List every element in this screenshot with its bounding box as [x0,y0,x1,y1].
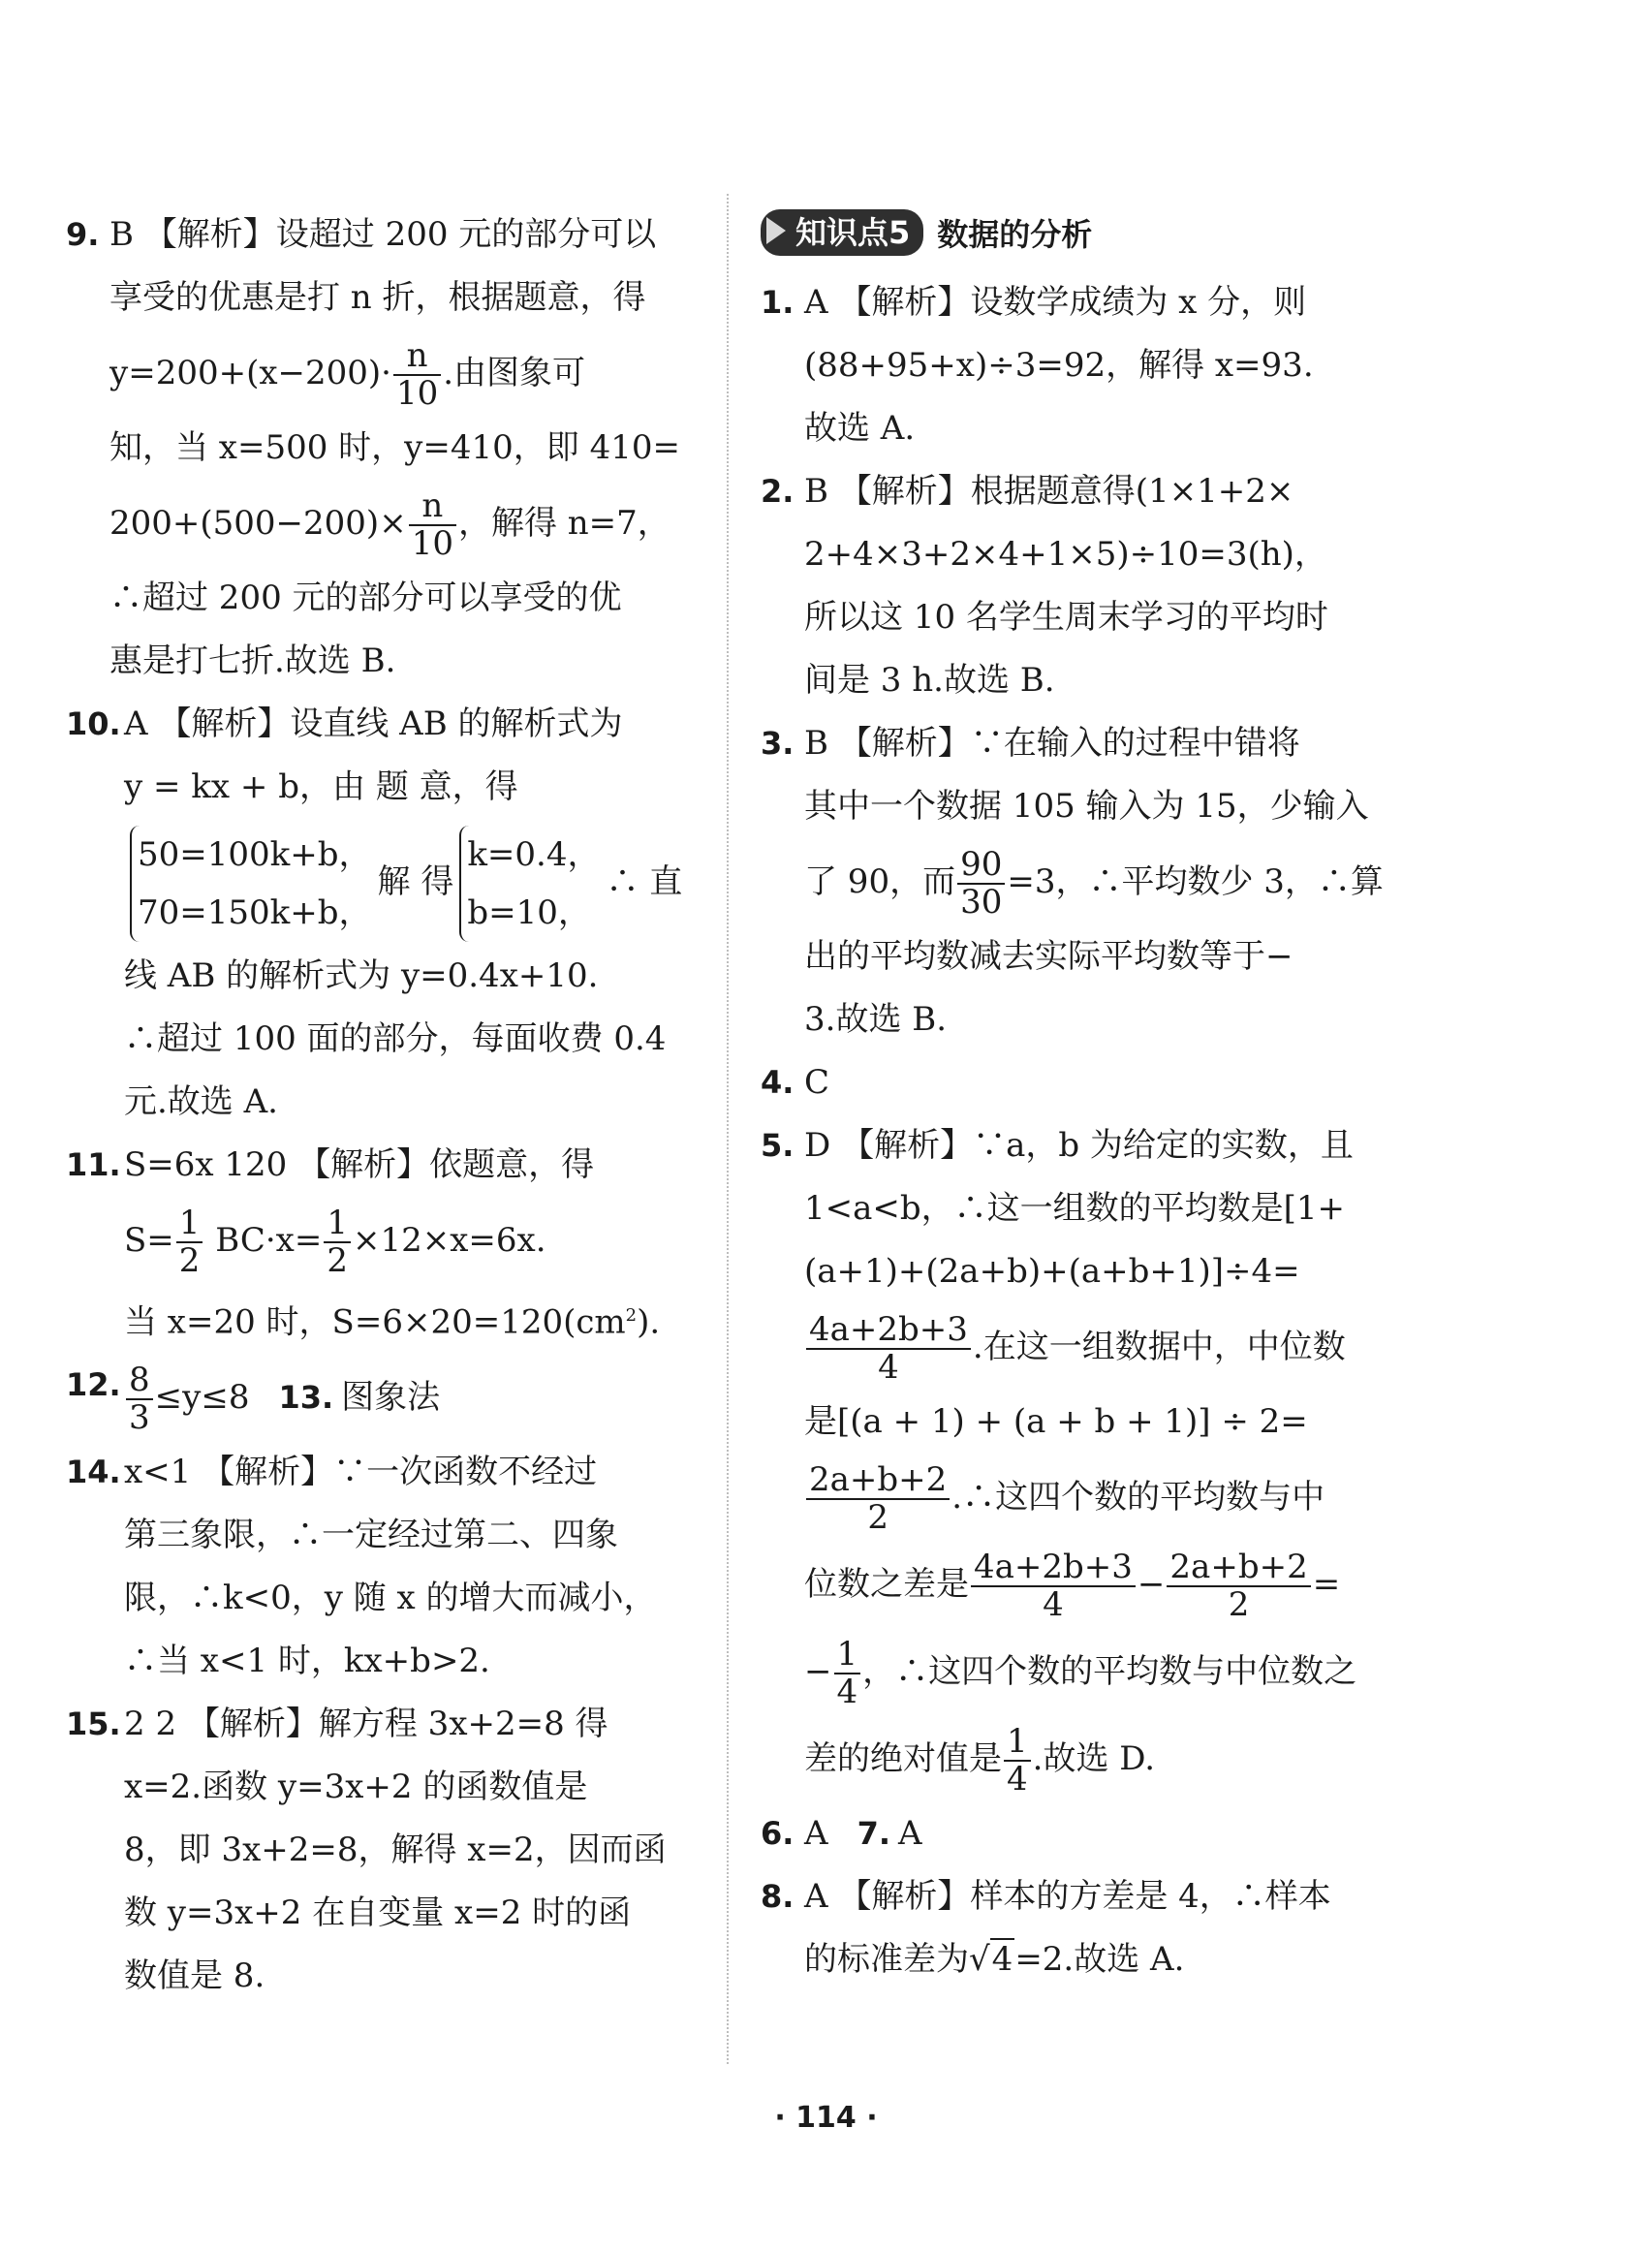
question-number: 5. [761,1127,795,1164]
answer-line: ∴超过 100 面的部分，每面收费 0.4 [124,1019,667,1058]
answer-line: B 【解析】设超过 200 元的部分可以 [109,215,657,254]
question-number: 3. [761,725,795,762]
answer-line [804,1802,1390,1865]
denominator: 4 [878,1348,899,1387]
formula-text: .∴这四个数的平均数与中 [951,1478,1325,1517]
fraction [126,1362,153,1437]
fraction [324,1205,351,1280]
numerator: 4a+2b+3 [971,1549,1136,1587]
fraction [393,335,441,413]
numerator: 90 [957,847,1005,885]
answer-line: 所以这 10 名学生周末学习的平均时 [804,598,1328,637]
numerator: 8 [126,1362,153,1400]
answer-10 [66,693,696,1134]
fraction [409,485,456,563]
answer-line: (a+1)+(2a+b)+(a+b+1)]÷4= [804,1252,1300,1291]
radicand: 4 [991,1940,1013,1979]
formula-text: = [1312,1565,1341,1604]
answer-text: A [804,1814,828,1853]
denominator: 4 [1043,1585,1064,1624]
numerator: 2a+b+2 [806,1462,950,1500]
formula-text: 解 得 [377,862,454,901]
numerator: 4a+2b+3 [806,1312,971,1350]
question-number: 10. [66,705,121,742]
answer-line [109,480,696,567]
formula-text: =3，∴平均数少 3，∴算 [1007,862,1384,901]
answer-line: y = kx + b，由 题 意，得 [124,767,518,806]
formula-text: − [804,1652,832,1691]
formula-text: =2.故选 A. [1014,1940,1185,1979]
formula-text: 差的绝对值是 [804,1739,1002,1778]
formula-text: BC·x= [204,1221,323,1260]
formula-text: .由图象可 [443,354,586,392]
question-number: 8. [761,1878,795,1915]
right-column [761,203,1390,1991]
question-number: 2. [761,473,795,510]
fraction [806,1309,971,1387]
formula-text: 位数之差是 [804,1565,969,1604]
numerator: 1 [324,1205,351,1243]
formula-text: ). [637,1302,661,1342]
formula-text: 当 x=20 时，S=6×20=120(cm [124,1302,626,1342]
left-column [66,203,696,2008]
answer-text: 图象法 [341,1378,441,1418]
answer-14 [66,1441,696,1693]
question-number: 9. [66,216,100,253]
solution-system [459,826,600,942]
badge-label: 知识点5 [795,214,911,251]
numerator: 2a+b+2 [1167,1549,1310,1587]
fraction [1004,1721,1031,1799]
answer-line [124,1197,696,1284]
question-number: 14. [66,1454,121,1491]
denominator: 3 [129,1398,150,1438]
equation-system-line [124,819,696,945]
answer-line: ∴超过 200 元的部分可以享受的优 [109,579,622,617]
answer-line: (88+95+x)÷3=92，解得 x=93. [804,346,1314,385]
formula-text: .在这一组数据中，中位数 [972,1328,1346,1366]
answer-6-7 [761,1802,1390,1865]
formula-text: ，∴这四个数的平均数与中位数之 [862,1652,1357,1691]
fraction [834,1634,861,1711]
answer-line: 3.故选 B. [804,1000,948,1039]
answer-5 [761,1114,1390,1802]
answer-12-13 [66,1354,696,1441]
answer-line: A 【解析】设直线 AB 的解析式为 [124,704,623,743]
answer-8 [761,1865,1390,1991]
answer-line [804,1628,1390,1715]
question-number: 4. [761,1064,795,1101]
answer-line: 第三象限，∴一定经过第二、四象 [124,1516,618,1555]
formula-text: 200+(500−200)× [109,504,407,543]
answer-15 [66,1693,696,2008]
answer-line: S=6x 120 【解析】依题意，得 [124,1145,595,1184]
formula-text: .故选 D. [1032,1739,1156,1778]
answer-line [109,329,696,417]
knowledge-point-badge [761,209,923,256]
question-number: 1. [761,284,795,321]
play-triangle-icon [766,217,786,244]
answer-1 [761,271,1390,460]
answer-line: 2 2 【解析】解方程 3x+2=8 得 [124,1705,608,1744]
answer-4 [761,1051,1390,1114]
section-title: 数据的分析 [937,216,1093,253]
formula-text: 了 90，而 [804,862,956,901]
equation-system [130,826,372,942]
denominator: 10 [395,374,439,413]
answer-line: 惠是打七折.故选 B. [109,641,396,680]
answer-line [804,1454,1390,1541]
answer-line: 出的平均数减去实际平均数等于− [804,937,1294,976]
answer-line: D 【解析】∵a，b 为给定的实数，且 [804,1126,1354,1165]
question-number: 12. [66,1366,121,1404]
answer-text: A [897,1814,922,1853]
answer-line: x<1 【解析】∵一次函数不经过 [124,1453,598,1492]
formula-text: ∴ 直 [606,862,683,901]
answer-line: 线 AB 的解析式为 y=0.4x+10. [124,956,599,995]
denominator: 2 [327,1241,348,1280]
answer-line [804,1541,1390,1628]
answer-line: 其中一个数据 105 输入为 15，少输入 [804,787,1369,826]
answer-line: ∴当 x<1 时，kx+b>2. [124,1642,490,1681]
answer-line: 是[(a + 1) + (a + b + 1)] ÷ 2= [804,1402,1308,1441]
column-divider [727,194,729,2064]
denominator: 30 [960,883,1003,922]
answer-line: B 【解析】根据题意得(1×1+2× [804,472,1294,511]
formula-text: S= [124,1221,174,1260]
answer-line: 1<a<b，∴这一组数的平均数是[1+ [804,1189,1346,1228]
superscript: 2 [625,1305,638,1326]
denominator: 2 [1228,1585,1250,1624]
formula-text: y=200+(x−200)· [109,354,391,392]
numerator: n [393,338,441,376]
equation: k=0.4， [467,835,601,874]
formula-text: − [1137,1565,1166,1604]
page-number: · 114 · [774,2101,878,2135]
question-number: 13. [278,1379,334,1417]
numerator: 1 [834,1637,861,1674]
formula-text: ≤y≤8 [154,1378,250,1418]
answer-line: 数 y=3x+2 在自变量 x=2 时的函 [124,1893,632,1933]
answer-line: 元.故选 A. [124,1082,278,1121]
answer-line: 8，即 3x+2=8，解得 x=2，因而函 [124,1831,667,1870]
fraction [176,1205,203,1280]
answer-line: B 【解析】∵在输入的过程中错将 [804,724,1300,763]
answer-line: 限，∴k<0，y 随 x 的增大而减小， [124,1579,657,1618]
answer-line: 数值是 8. [124,1956,265,1996]
denominator: 2 [867,1498,888,1537]
equation: 70=150k+b， [138,893,372,932]
numerator: 1 [1004,1724,1031,1762]
formula-text: 的标准差为√ [804,1940,990,1979]
answer-line: 知，当 x=500 时，y=410，即 410= [109,428,680,467]
answer-line: 享受的优惠是打 n 折，根据题意，得 [109,278,646,317]
question-number: 11. [66,1146,121,1183]
denominator: 10 [411,524,453,563]
answer-line [804,1303,1390,1391]
question-number: 7. [857,1815,890,1852]
answer-line: x=2.函数 y=3x+2 的函数值是 [124,1768,588,1807]
question-number: 6. [761,1815,795,1852]
equation: b=10， [467,893,591,932]
answer-9 [66,203,696,693]
denominator: 2 [178,1241,201,1280]
knowledge-point-header [761,203,1390,262]
answer-line: C [804,1063,830,1102]
numerator: n [409,488,456,526]
equation: 50=100k+b， [138,835,372,874]
answer-2 [761,460,1390,712]
denominator: 4 [1007,1760,1028,1799]
formula-text: ，解得 n=7， [457,504,670,543]
answer-11 [66,1134,696,1354]
answer-line: 间是 3 h.故选 B. [804,661,1055,700]
answer-line [804,1928,1390,1991]
answer-3 [761,712,1390,1051]
answer-line: A 【解析】设数学成绩为 x 分，则 [804,283,1307,322]
denominator: 4 [836,1673,858,1711]
answer-line [804,838,1390,925]
answer-line: 故选 A. [804,409,916,448]
question-number: 15. [66,1705,121,1743]
formula-text: ×12×x=6x. [352,1221,546,1260]
answer-line: A 【解析】样本的方差是 4，∴样本 [804,1877,1331,1916]
fraction [806,1459,950,1537]
answer-line [124,1284,696,1354]
answer-line: 2+4×3+2×4+1×5)÷10=3(h)， [804,535,1327,574]
numerator: 1 [176,1205,203,1243]
fraction [957,844,1005,922]
fraction [1167,1549,1310,1624]
fraction [971,1549,1136,1624]
answer-line [124,1354,696,1441]
answer-line [804,1715,1390,1802]
